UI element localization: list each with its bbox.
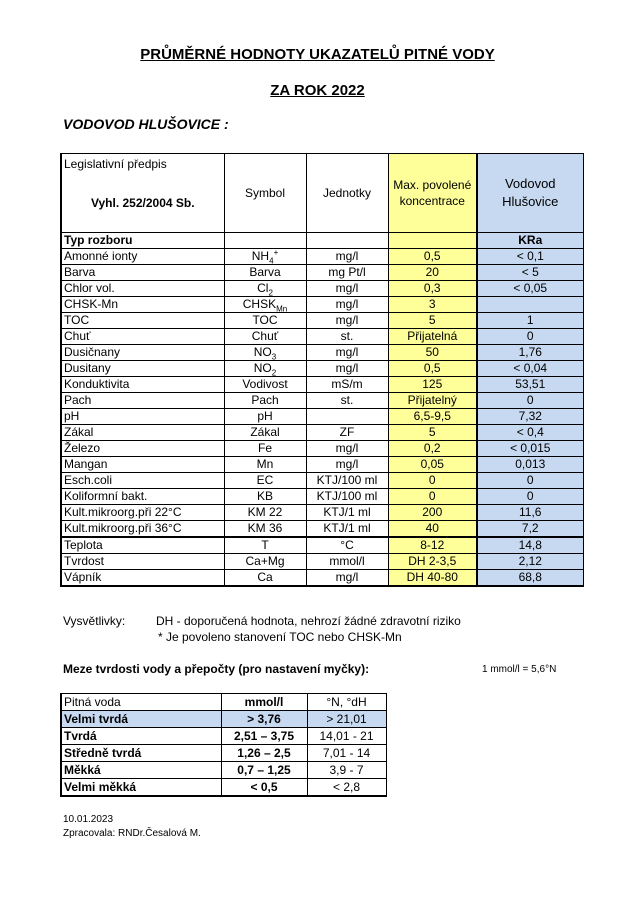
parameter-unit: [306, 409, 388, 425]
parameter-value: < 5: [477, 265, 583, 281]
parameter-value: 14,8: [477, 537, 583, 554]
parameter-value: [477, 297, 583, 313]
hardness-mmol: 2,51 – 3,75: [221, 728, 307, 745]
symbol-base: EC: [256, 473, 274, 487]
hardness-category: Měkká: [61, 762, 221, 779]
parameter-row: [61, 425, 583, 441]
parameter-row: [61, 505, 583, 521]
parameter-unit: mg/l: [306, 570, 388, 587]
hardness-mmol: < 0,5: [221, 779, 307, 797]
notes-line-1: DH - doporučená hodnota, nehrozí žádné zdravotní riziko: [156, 614, 461, 628]
parameter-unit: KTJ/100 ml: [306, 489, 388, 505]
parameter-name: pH: [61, 409, 224, 425]
parameter-value: 0: [477, 329, 583, 345]
analysis-type-label: Typ rozboru: [61, 233, 224, 249]
parameter-value: < 0,05: [477, 281, 583, 297]
hardness-row: [61, 728, 386, 745]
symbol-base: KB: [256, 489, 273, 503]
parameter-value: < 0,04: [477, 361, 583, 377]
parameter-symbol: [224, 473, 306, 489]
parameter-unit: KTJ/100 ml: [306, 473, 388, 489]
symbol-base: NH: [251, 249, 270, 263]
parameter-unit: mg/l: [306, 361, 388, 377]
hardness-header-water: Pitná voda: [61, 694, 221, 711]
parameter-symbol: [224, 281, 306, 297]
hardness-degrees: 7,01 - 14: [307, 745, 386, 762]
decree-label: Vyhl. 252/2004 Sb.: [61, 174, 224, 233]
parameter-name: Esch.coli: [61, 473, 224, 489]
parameter-name: Barva: [61, 265, 224, 281]
legislation-label: Legislativní předpis: [61, 154, 224, 175]
parameter-value: < 0,015: [477, 441, 583, 457]
analysis-type-value: KRa: [477, 233, 583, 249]
parameter-row: [61, 570, 583, 587]
parameter-max: 0: [388, 473, 477, 489]
analysis-type-empty: [306, 233, 388, 249]
symbol-base: Pach: [251, 393, 279, 407]
symbol-subscript: 2: [271, 368, 277, 377]
analysis-type-empty: [388, 233, 477, 249]
hardness-header-mmol: mmol/l: [221, 694, 307, 711]
parameter-max: 0,05: [388, 457, 477, 473]
parameter-name: Kult.mikroorg.při 36°C: [61, 521, 224, 538]
hardness-category: Velmi měkká: [61, 779, 221, 797]
notes-line-2: * Je povoleno stanovení TOC nebo CHSK-Mn: [158, 630, 402, 644]
symbol-base: Mn: [256, 457, 274, 471]
parameter-row: [61, 265, 583, 281]
hardness-mmol: 1,26 – 2,5: [221, 745, 307, 762]
parameter-row: [61, 361, 583, 377]
hardness-degrees: 14,01 - 21: [307, 728, 386, 745]
parameter-max: 50: [388, 345, 477, 361]
parameter-value: 0,013: [477, 457, 583, 473]
parameter-unit: mg Pt/l: [306, 265, 388, 281]
analysis-type-row: [61, 233, 583, 249]
parameter-value: 7,2: [477, 521, 583, 538]
parameter-max: Přijatelná: [388, 329, 477, 345]
parameter-unit: mg/l: [306, 281, 388, 297]
parameter-row: [61, 457, 583, 473]
parameter-name: Koliformní bakt.: [61, 489, 224, 505]
parameter-row: [61, 393, 583, 409]
parameter-value: 7,32: [477, 409, 583, 425]
parameter-max: 0,2: [388, 441, 477, 457]
parameter-max: 6,5-9,5: [388, 409, 477, 425]
parameter-max: 5: [388, 425, 477, 441]
parameter-max: 0,5: [388, 361, 477, 377]
unit-header: Jednotky: [306, 154, 388, 233]
parameter-symbol: [224, 297, 306, 313]
parameter-max: DH 40-80: [388, 570, 477, 587]
parameter-name: Dusitany: [61, 361, 224, 377]
parameter-value: 0: [477, 489, 583, 505]
report-date: 10.01.2023: [63, 814, 114, 825]
hardness-category: Velmi tvrdá: [61, 711, 221, 728]
parameter-max: 200: [388, 505, 477, 521]
parameter-symbol: [224, 505, 306, 521]
parameter-symbol: [224, 521, 306, 538]
page-year: ZA ROK 2022: [270, 82, 365, 99]
parameter-name: Mangan: [61, 457, 224, 473]
symbol-base: KM 22: [247, 505, 283, 519]
parameter-row: [61, 313, 583, 329]
hardness-row: [61, 711, 386, 728]
parameter-symbol: [224, 345, 306, 361]
parameter-symbol: [224, 457, 306, 473]
parameter-max: 20: [388, 265, 477, 281]
parameter-symbol: [224, 554, 306, 570]
parameter-symbol: [224, 393, 306, 409]
parameter-max: Přijatelný: [388, 393, 477, 409]
symbol-base: Fe: [257, 441, 272, 455]
parameter-name: CHSK-Mn: [61, 297, 224, 313]
parameter-max: 0: [388, 489, 477, 505]
symbol-header: Symbol: [224, 154, 306, 233]
page-title: PRŮMĚRNÉ HODNOTY UKAZATELŮ PITNÉ VODY: [140, 46, 495, 63]
parameter-symbol: [224, 313, 306, 329]
parameter-unit: °C: [306, 537, 388, 554]
parameter-max: 40: [388, 521, 477, 538]
symbol-base: TOC: [252, 313, 278, 327]
parameter-unit: mg/l: [306, 457, 388, 473]
hardness-row: [61, 762, 386, 779]
parameter-name: Teplota: [61, 537, 224, 554]
symbol-base: Barva: [249, 265, 281, 279]
hardness-row: [61, 745, 386, 762]
symbol-subscript: 2: [268, 288, 273, 297]
hardness-mmol: 0,7 – 1,25: [221, 762, 307, 779]
parameter-row: [61, 329, 583, 345]
parameter-name: Dusičnany: [61, 345, 224, 361]
parameter-unit: mg/l: [306, 441, 388, 457]
notes-label: Vysvětlivky:: [63, 614, 126, 628]
symbol-base: KM 36: [247, 521, 283, 535]
hardness-degrees: > 21,01: [307, 711, 386, 728]
parameter-value: 2,12: [477, 554, 583, 570]
parameter-max: 125: [388, 377, 477, 393]
parameter-unit: mg/l: [306, 249, 388, 265]
prepared-by: Zpracovala: RNDr.Česalová M.: [63, 828, 201, 839]
parameter-unit: mg/l: [306, 345, 388, 361]
parameter-name: Zákal: [61, 425, 224, 441]
hardness-table: [60, 693, 387, 797]
symbol-base: NO: [253, 361, 272, 375]
parameter-unit: KTJ/1 ml: [306, 505, 388, 521]
parameter-unit: st.: [306, 393, 388, 409]
parameter-row: [61, 521, 583, 538]
parameter-max: 0,5: [388, 249, 477, 265]
symbol-subscript: 4: [269, 256, 274, 265]
parameter-row: [61, 473, 583, 489]
parameter-name: Železo: [61, 441, 224, 457]
hardness-degrees: 3,9 - 7: [307, 762, 386, 779]
parameter-row: [61, 297, 583, 313]
symbol-base: Chuť: [251, 329, 279, 343]
parameter-name: Chuť: [61, 329, 224, 345]
symbol-base: NO: [253, 345, 272, 359]
parameter-max: 8-12: [388, 537, 477, 554]
parameter-symbol: [224, 265, 306, 281]
parameter-symbol: [224, 249, 306, 265]
symbol-base: Ca+Mg: [245, 554, 285, 568]
parameter-value: < 0,1: [477, 249, 583, 265]
parameter-value: < 0,4: [477, 425, 583, 441]
max-header: Max. povolené koncentrace: [388, 154, 477, 233]
parameter-name: Amonné ionty: [61, 249, 224, 265]
water-quality-table: [60, 153, 584, 587]
parameter-unit: ZF: [306, 425, 388, 441]
hardness-header-row: [61, 694, 386, 711]
parameter-value: 0: [477, 473, 583, 489]
hardness-category: Středně tvrdá: [61, 745, 221, 762]
parameter-unit: mS/m: [306, 377, 388, 393]
parameter-unit: KTJ/1 ml: [306, 521, 388, 538]
parameter-name: Chlor vol.: [61, 281, 224, 297]
site-header: Vodovod Hlušovice: [477, 154, 583, 233]
parameter-max: DH 2-3,5: [388, 554, 477, 570]
symbol-base: T: [261, 538, 269, 552]
parameter-unit: st.: [306, 329, 388, 345]
parameter-symbol: [224, 537, 306, 554]
analysis-type-empty: [224, 233, 306, 249]
hardness-header-degrees: °N, °dH: [307, 694, 386, 711]
parameter-name: Vápník: [61, 570, 224, 587]
hardness-mmol: > 3,76: [221, 711, 307, 728]
symbol-subscript: 3: [271, 352, 277, 361]
parameter-name: Pach: [61, 393, 224, 409]
parameter-symbol: [224, 329, 306, 345]
symbol-base: Zákal: [250, 425, 280, 439]
parameter-row: [61, 537, 583, 554]
parameter-row: [61, 281, 583, 297]
symbol-subscript: Mn: [276, 304, 288, 313]
parameter-name: TOC: [61, 313, 224, 329]
parameter-symbol: [224, 489, 306, 505]
parameter-row: [61, 554, 583, 570]
parameter-row: [61, 249, 583, 265]
parameter-row: [61, 377, 583, 393]
waterworks-name: VODOVOD HLUŠOVICE :: [63, 116, 229, 132]
parameter-name: Tvrdost: [61, 554, 224, 570]
parameter-max: 0,3: [388, 281, 477, 297]
parameter-max: 5: [388, 313, 477, 329]
parameter-row: [61, 489, 583, 505]
parameter-value: 0: [477, 393, 583, 409]
parameter-row: [61, 345, 583, 361]
hardness-title: Meze tvrdosti vody a přepočty (pro nastavení myčky):: [63, 662, 370, 676]
symbol-superscript: +: [273, 248, 279, 257]
parameter-symbol: [224, 361, 306, 377]
symbol-base: Ca: [257, 570, 273, 584]
parameter-symbol: [224, 441, 306, 457]
legislation-row: [61, 154, 583, 175]
hardness-row: [61, 779, 386, 797]
parameter-row: [61, 409, 583, 425]
parameter-value: 53,51: [477, 377, 583, 393]
parameter-value: 68,8: [477, 570, 583, 587]
parameter-unit: mg/l: [306, 313, 388, 329]
conversion-note: 1 mmol/l = 5,6°N: [482, 664, 557, 675]
parameter-symbol: [224, 377, 306, 393]
parameter-symbol: [224, 409, 306, 425]
parameter-symbol: [224, 425, 306, 441]
parameter-unit: mmol/l: [306, 554, 388, 570]
parameter-symbol: [224, 570, 306, 587]
hardness-category: Tvrdá: [61, 728, 221, 745]
parameter-name: Kult.mikroorg.při 22°C: [61, 505, 224, 521]
parameter-value: 11,6: [477, 505, 583, 521]
parameter-value: 1,76: [477, 345, 583, 361]
symbol-base: Cl: [257, 281, 269, 295]
parameter-value: 1: [477, 313, 583, 329]
symbol-base: Vodivost: [242, 377, 288, 391]
hardness-degrees: < 2,8: [307, 779, 386, 797]
parameter-max: 3: [388, 297, 477, 313]
symbol-base: CHSK: [242, 297, 277, 311]
symbol-base: pH: [257, 409, 273, 423]
parameter-row: [61, 441, 583, 457]
parameter-unit: mg/l: [306, 297, 388, 313]
parameter-name: Konduktivita: [61, 377, 224, 393]
